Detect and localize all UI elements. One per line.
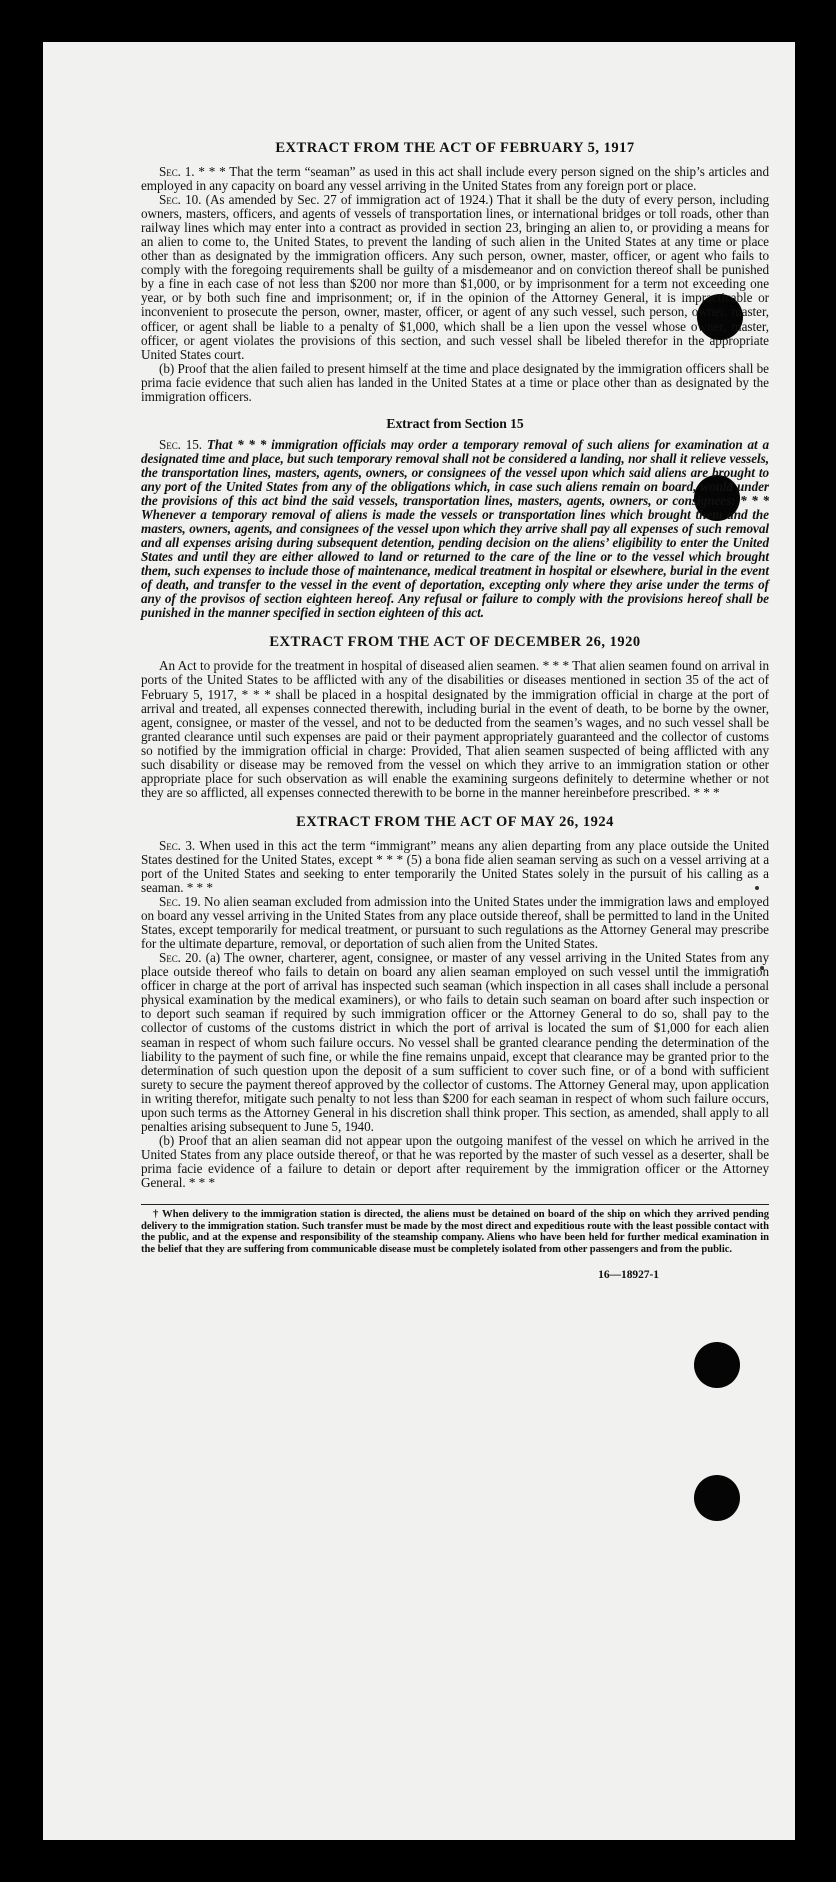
paragraph <box>141 1134 769 1190</box>
paragraph <box>141 362 769 404</box>
paragraph-text: (As amended by Sec. 27 of immigration act of 1924.) That it shall be the duty of every person, including owners, masters, officers, and agents of vessels of transportation lines, or international bridges or toll roads, other than railway lines which may enter into a contract as provided in section 23, bringing an alien to, or providing a means for an alien to come to, the United States, to prevent the landing of such alien in the United States at any time or place other than as designated by the immigration officers. Any such person, owner, master, officer, or agent who fails to comply with the foregoing requirements shall be guilty of a misdemeanor and on conviction thereof shall be punished by a fine in each case of not less than $200 nor more than $1,000, or by imprisonment for a term not exceeding one year, or by both such fine and imprisonment; or, if in the opinion of the Attorney General, it is impracticable or inconvenient to prosecute the person, owner, master, officer, or agent of any such vessel, such person, owner, master, officer, or agent shall be liable to a penalty of $1,000, which shall be a lien upon the vessel whose owner, master, officer, or agent violates the provisions of this section, and such vessel shall be libeled therefor in the appropriate United States court. <box>141 192 770 362</box>
paragraph-text: (b) Proof that an alien seaman did not appear upon the outgoing manifest of the vessel on which he arrived in the United States from any place outside thereof, or that he was reported by the master of such vessel as a deserter, shall be prima facie evidence of a failure to detain or deport after requirement by the immigration officer or the Attorney General. * * * <box>141 1132 769 1190</box>
footnote-divider <box>141 1204 769 1205</box>
document-body <box>141 140 769 1282</box>
section-label: Sec. 1. <box>159 164 195 179</box>
section-label: Sec. 15. <box>159 436 203 452</box>
paragraph-text: * * * That the term “seaman” as used in this act shall include every person signed on the ship’s articles and employed in any capacity on board any vessel arriving in the United States from any foreign port or place. <box>141 164 769 194</box>
section-heading: EXTRACT FROM THE ACT OF DECEMBER 26, 1920 <box>269 634 641 651</box>
paragraph <box>141 951 769 1134</box>
paragraph <box>141 193 769 362</box>
document-page <box>43 42 795 1840</box>
paragraph-text: That * * * immigration officials may order a temporary removal of such aliens for examination at a designated time and place, but such temporary removal shall not be considered a landing, nor shall it relieve vessels, the transportation lines, masters, agents, owners, or consignees of the vessel upon which said aliens are brought to any port of the United States from any of the obligations which, in case such aliens remain on board, would under the provisions of this act bind the said vessels, transportation lines, masters, agents, owners, or consignees: * * * Whenever a temporary removal of aliens is made the vessels or transportation lines which brought them and the masters, owners, agents, and consignees of the vessel upon which they arrive shall pay all expenses of such removal and all expenses arising during subsequent detention, pending decision on the aliens’ eligibility to enter the United States and until they are either allowed to land or returned to the care of the line or to the vessel which brought them, such expenses to include those of maintenance, medical treatment in hospital or elsewhere, burial in the event of death, and transfer to the vessel in the event of deportation, excepting only where they arise under the terms of any of the provisos of section eighteen hereof. Any refusal or failure to comply with the provisions hereof shall be punished in the manner specified in section eighteen of this act. <box>141 436 769 621</box>
section-label: Sec. 3. <box>159 837 196 853</box>
paragraph-text: When used in this act the term “immigrant” means any alien departing from any place outside the United States destined for the United States, except * * * (5) a bona fide alien seaman serving as such on a vessel arriving at a port of the United States and seeking to enter temporarily the United States solely in the pursuit of his calling as a seaman. * * * <box>141 837 769 896</box>
footnote-text: † When delivery to the immigration station is directed, the aliens must be detained on board of the ship on which they arrived pending delivery to the immigration station. Such transfer must be made by the most direct and expeditious route with the least possible contact with the public, and at the expense and responsibility of the steamship company. Aliens who have been held for further medical examination in the belief that they are suffering from communicable disease must be completely isolated from other passengers and from the public. <box>141 1209 769 1256</box>
section-label: Sec. 10. <box>159 192 202 208</box>
paragraph <box>141 165 769 193</box>
section-act-1920 <box>141 634 769 799</box>
paragraph <box>141 895 769 951</box>
footnote <box>141 1209 769 1256</box>
section-label: Sec. 20. <box>159 950 202 966</box>
section-heading: EXTRACT FROM THE ACT OF FEBRUARY 5, 1917 <box>275 140 635 156</box>
section-15-extract <box>141 416 769 621</box>
section-heading: EXTRACT FROM THE ACT OF MAY 26, 1924 <box>296 813 614 830</box>
section-act-1917 <box>141 140 769 404</box>
paragraph <box>141 839 769 895</box>
punch-hole <box>694 1342 740 1388</box>
section-act-1924 <box>141 814 769 1190</box>
paragraph-text: An Act to provide for the treatment in hospital of diseased alien seamen. * * * That alien seamen found on arrival in ports of the United States to be afflicted with any of the disabilities or diseases mentioned in section 35 of the act of February 5, 1917, * * * shall be placed in a hospital designated by the immigration official in charge at the port of arrival and treated, all expenses connected therewith, including burial in the event of death, to be borne by the owner, agent, consignee, or master of the vessel, and not to be deducted from the seamen’s wages, and no such vessel shall be granted clearance until such expenses are paid or their payment appropriately guaranteed and the collector of customs so notified by the immigration official in charge: Provided, That alien seamen suspected of being afflicted with any such disability or disease may be removed from the vessel on which they arrive to an immigration station or other appropriate place for such observation as will enable the examining surgeons definitely to determine whether or not they are so afflicted, all expenses connected therewith to be borne in the manner hereinbefore prescribed. * * * <box>141 658 769 800</box>
form-code: 16—18927-1 <box>598 1268 659 1281</box>
paragraph-text: (a) The owner, charterer, agent, consignee, or master of any vessel arriving in the United States from any place outside thereof who fails to detain on board any alien seaman employed on such vessel until the immigration officer in charge at the port of arrival has inspected such seaman (which inspection in all cases shall include a personal physical examination by the medical examiners), or who fails to detain such seaman on board after such inspection or to deport such seaman if required by such immigration officer or the Attorney General to do so, shall pay to the collector of customs of the customs district in which the port of arrival is located the sum of $1,000 for each alien seaman in respect of whom such failure occurs. No vessel shall be granted clearance pending the determination of the liability to the payment of such fine, or while the fine remains unpaid, except that clearance may be granted prior to the determination of such question upon the deposit of a sum sufficient to cover such fine, or of a bond with sufficient surety to secure the payment thereof approved by the collector of customs. The Attorney General may, upon application in writing therefor, mitigate such penalty to not less than $200 for each seaman in respect of whom such failure occurs, upon such terms as the Attorney General in his discretion shall think proper. This section, as amended, shall apply to all penalties arising subsequent to June 5, 1940. <box>141 950 769 1134</box>
paragraph <box>141 659 769 799</box>
paragraph <box>141 438 769 621</box>
section-label: Sec. 19. <box>159 894 201 910</box>
punch-hole <box>694 1475 740 1521</box>
paragraph-text: (b) Proof that the alien failed to present himself at the time and place designated by the immigration officers shall be prima facie evidence that such alien has landed in the United States at a time or place other than as designated by the immigration officers. <box>141 360 769 404</box>
section-heading: Extract from Section 15 <box>386 415 524 431</box>
paragraph-text: No alien seaman excluded from admission into the United States under the immigration laws and employed on board any vessel arriving in the United States from any place outside thereof, shall be permitted to land in the United States, except temporarily for medical treatment, or pursuant to such regulations as the Attorney General may prescribe for the ultimate departure, removal, or deportation of such alien from the United States. <box>141 894 770 952</box>
